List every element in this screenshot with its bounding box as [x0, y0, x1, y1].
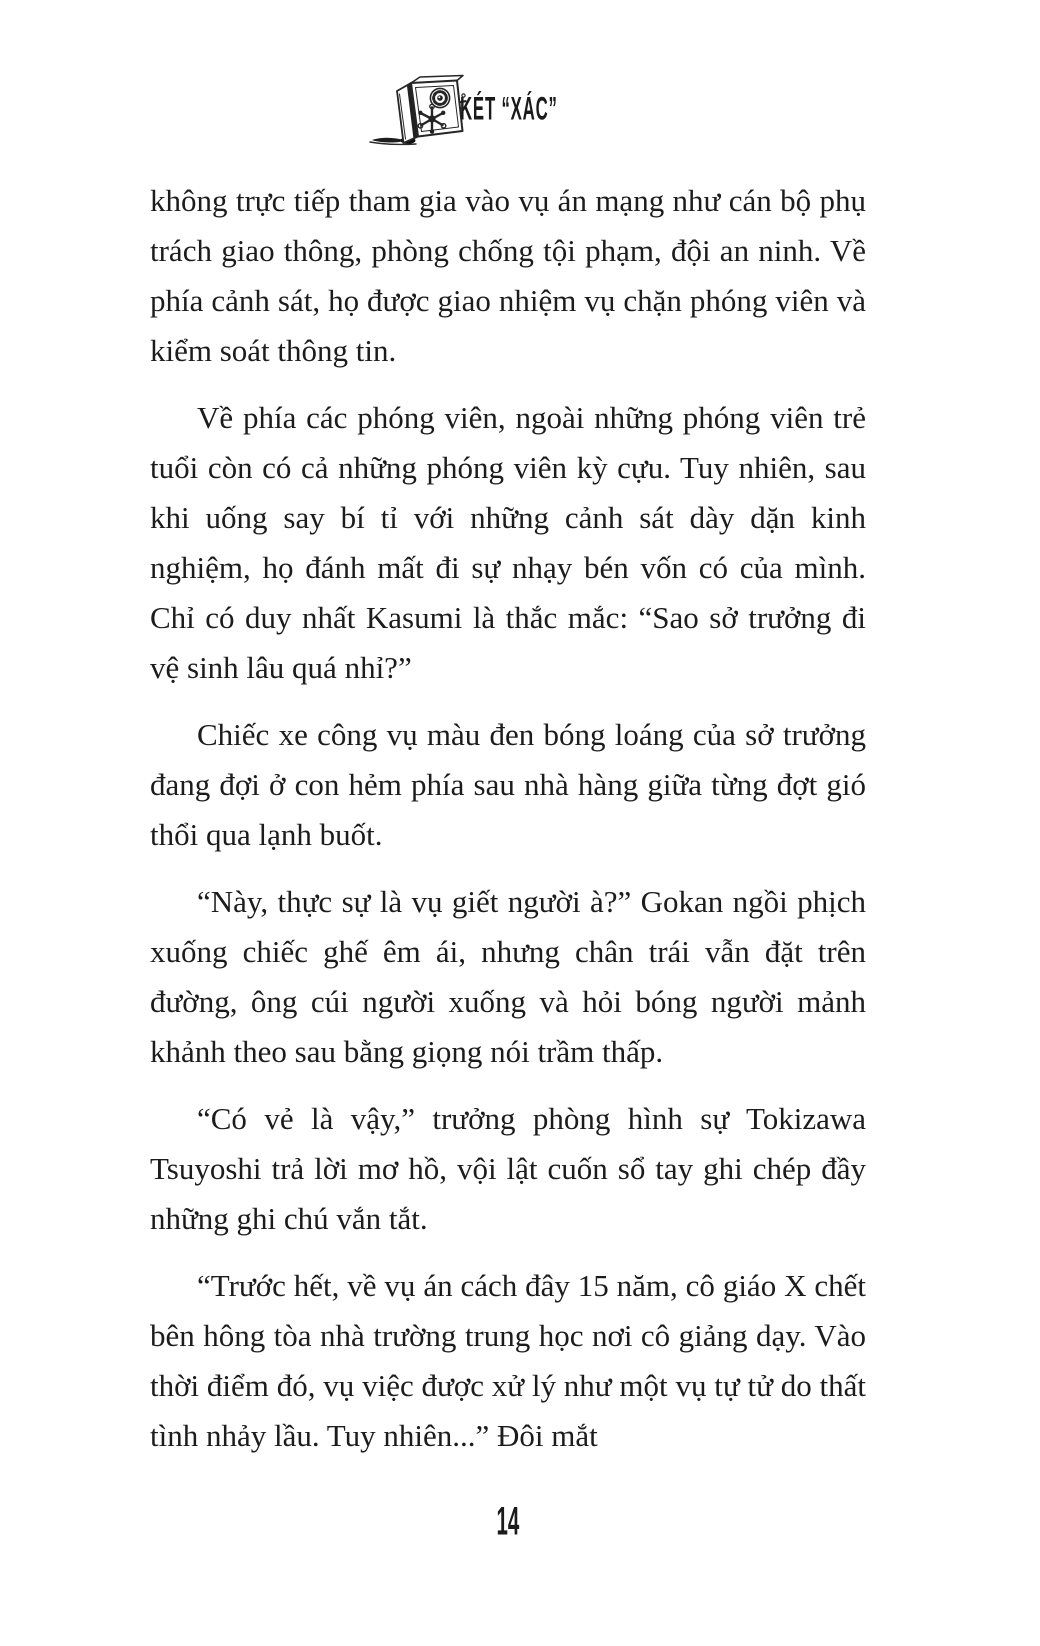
paragraph: Về phía các phóng viên, ngoài những phóng viên trẻ tuổi còn có cả những phóng viên kỳ cựu. Tuy nhiên, sau khi uống say bí tỉ với những cảnh sát dày dặn kinh nghiệm, họ đánh mất đi sự nhạy bén vốn có của mình. Chỉ có duy nhất Kasumi là thắc mắc: “Sao sở trưởng đi vệ sinh lâu quá nhỉ?”	[150, 400, 866, 685]
paragraph: “Này, thực sự là vụ giết người à?” Gokan ngồi phịch xuống chiếc ghế êm ái, nhưng chân trái vẫn đặt trên đường, ông cúi người xuống và hỏi bóng người mảnh khảnh theo sau bằng giọng nói trầm thấp.	[150, 884, 866, 1069]
chapter-title-text: KÉT “XÁC”	[460, 91, 558, 128]
page-number: 14	[496, 1499, 520, 1545]
page-footer	[0, 1499, 1016, 1545]
page-header	[0, 66, 1040, 156]
paragraph: “Trước hết, về vụ án cách đây 15 năm, cô giáo X chết bên hông tòa nhà trường trung học nơi cô giảng dạy. Vào thời điểm đó, vụ việc được xử lý như một vụ tự tử do thất tình nhảy lầu. Tuy nhiên...” Đôi mắt	[150, 1268, 866, 1453]
body-text	[150, 176, 866, 1478]
chapter-title	[460, 90, 582, 130]
safe-icon	[368, 70, 468, 154]
paragraph: “Có vẻ là vậy,” trưởng phòng hình sự Tokizawa Tsuyoshi trả lời mơ hồ, vội lật cuốn sổ tay ghi chép đầy những ghi chú vắn tắt.	[150, 1101, 866, 1236]
paragraph: không trực tiếp tham gia vào vụ án mạng như cán bộ phụ trách giao thông, phòng chống tội phạm, đội an ninh. Về phía cảnh sát, họ được giao nhiệm vụ chặn phóng viên và kiểm soát thông tin.	[150, 183, 866, 368]
paragraph: Chiếc xe công vụ màu đen bóng loáng của sở trưởng đang đợi ở con hẻm phía sau nhà hàng giữa từng đợt gió thổi qua lạnh buốt.	[150, 717, 866, 852]
